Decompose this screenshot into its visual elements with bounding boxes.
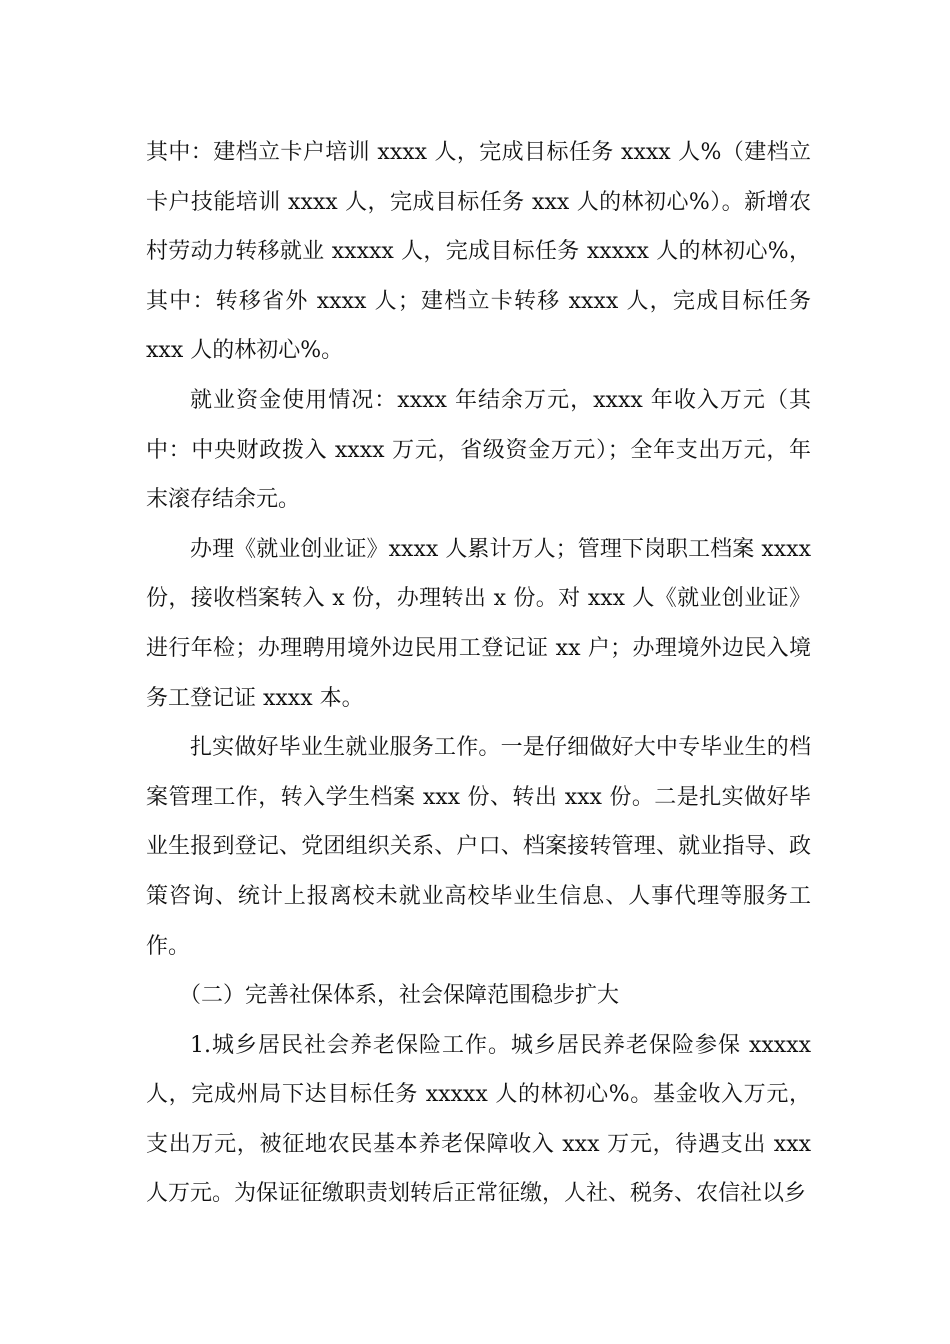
document-body: [146, 128, 811, 1219]
body-paragraph-1: 其中：建档立卡户培训 xxxx 人，完成目标任务 xxxx 人%（建档立卡户技能培训 xxxx 人，完成目标任务 xxx 人的林初心%）。新增农村劳动力转移就业 xxxxx 人，完成目标任务 xxxxx 人的林初心%，其中：转移省外 xxxx 人；建档立卡转移 xxxx 人，完成目标任务 xxx 人的林初心%。: [146, 140, 811, 364]
body-paragraph-2: 就业资金使用情况：xxxx 年结余万元，xxxx 年收入万元（其中：中央财政拨入 xxxx 万元，省级资金万元）；全年支出万元，年末滚存结余元。: [146, 387, 811, 513]
body-paragraph-4: 扎实做好毕业生就业服务工作。一是仔细做好大中专毕业生的档案管理工作，转入学生档案 xxx 份、转出 xxx 份。二是扎实做好毕业生报到登记、党团组织关系、户口、档案接转管理、就业指导、政策咨询、统计上报离校未就业高校毕业生信息、人事代理等服务工作。: [146, 735, 811, 959]
body-paragraph-3: 办理《就业创业证》xxxx 人累计万人；管理下岗职工档案 xxxx 份，接收档案转入 x 份，办理转出 x 份。对 xxx 人《就业创业证》进行年检；办理聘用境外边民用工登记证 xx 户；办理境外边民入境务工登记证 xxxx 本。: [146, 536, 811, 711]
section-heading: （二）完善社保体系，社会保障范围稳步扩大: [179, 983, 620, 1009]
body-paragraph-5: 1.城乡居民社会养老保险工作。城乡居民养老保险参保 xxxxx 人，完成州局下达目标任务 xxxxx 人的林初心%。基金收入万元，支出万元，被征地农民基本养老保障收入 xxx 万元，待遇支出 xxx 人万元。为保证征缴职责划转后正常征缴，人社、税务、农信社以乡: [146, 1032, 811, 1207]
